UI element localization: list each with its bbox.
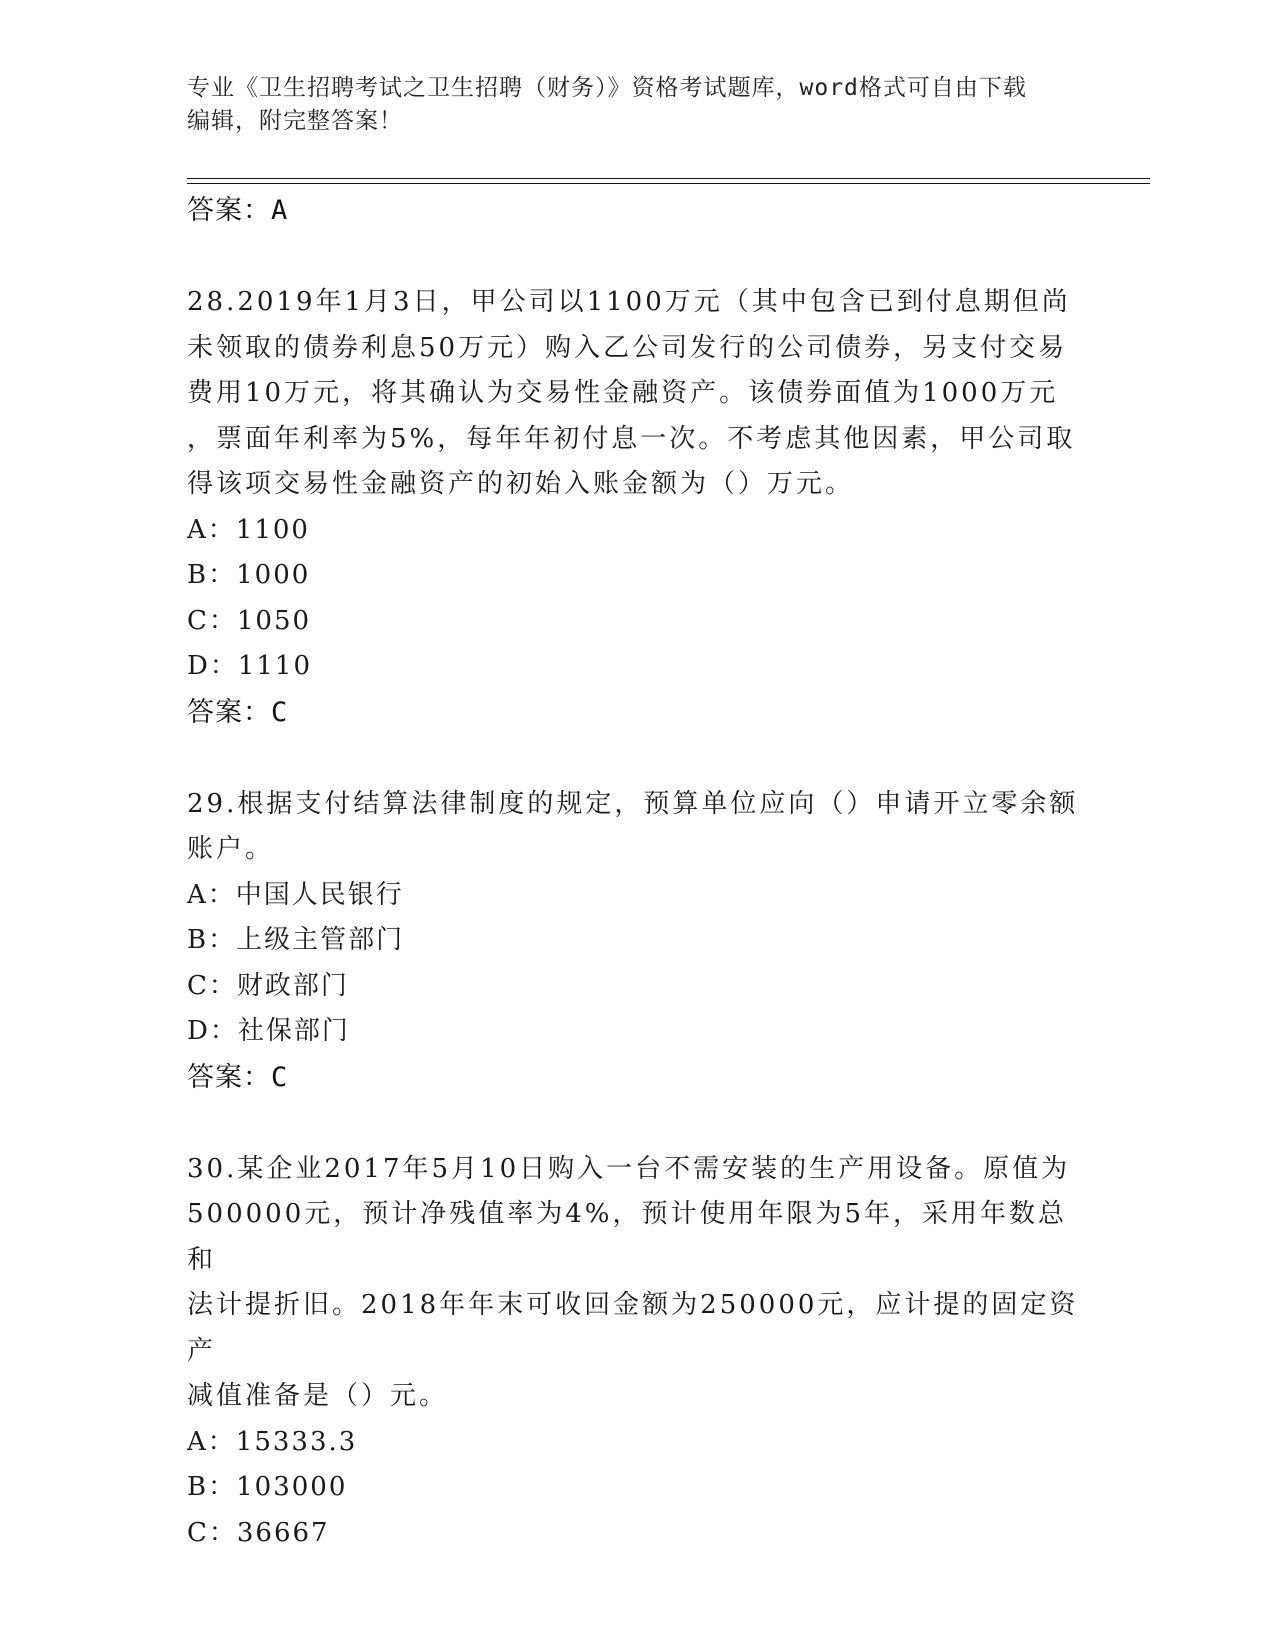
question-block-30 (187, 1147, 1092, 1557)
option-c: C：财政部门 (187, 970, 349, 1001)
option-a: A：15333.3 (187, 1426, 358, 1457)
spacer (187, 1101, 1092, 1147)
answer: 答案：C (187, 696, 289, 728)
option-d: D：1110 (187, 651, 313, 681)
option-c: C：36667 (187, 1517, 330, 1548)
option-c: C：1050 (187, 605, 312, 636)
answer: 答案：C (187, 1061, 289, 1093)
option-b: B：1000 (187, 560, 311, 590)
header-line-2: 编辑，附完整答案！ (187, 108, 403, 134)
question-line: 未领取的债券利息50万元）购入乙公司发行的公司债券，另支付交易 (187, 332, 1068, 363)
question-line: 得该项交易性金融资产的初始入账金额为（）万元。 (187, 469, 855, 499)
option-a: A：中国人民银行 (187, 879, 404, 910)
question-line: 法计提折旧。2018年年末可收回金额为250000元，应计提的固定资产 (187, 1290, 1079, 1366)
question-line: ，票面年利率为5%，每年年初付息一次。不考虑其他因素，甲公司取 (187, 423, 1076, 454)
question-line: 28.2019年1月3日，甲公司以1100万元（其中包含已到付息期但尚 (187, 287, 1071, 317)
option-b: B：103000 (187, 1472, 348, 1502)
question-block-29 (187, 782, 1092, 1101)
spacer (187, 736, 1092, 782)
document-header (187, 72, 1087, 138)
question-line: 费用10万元，将其确认为交易性金融资产。该债券面值为1000万元 (187, 378, 1059, 408)
question-line: 29.根据支付结算法律制度的规定，预算单位应向（）申请开立零余额 (187, 788, 1079, 819)
option-d: D：社保部门 (187, 1016, 350, 1046)
question-block-28 (187, 280, 1092, 736)
header-divider-bottom (187, 183, 1150, 184)
option-b: B：上级主管部门 (187, 925, 405, 955)
header-line-1: 专业《卫生招聘考试之卫生招聘（财务）》资格考试题库，word格式可自由下载 (187, 75, 1027, 101)
question-content (187, 188, 1092, 1556)
option-a: A：1100 (187, 514, 310, 545)
previous-answer: 答案：A (187, 195, 289, 226)
question-line: 账户。 (187, 834, 275, 864)
question-line: 500000元，预计净残值率为4%，预计使用年限为5年，采用年数总和 (187, 1199, 1068, 1275)
header-divider-top (187, 178, 1150, 179)
spacer (187, 234, 1092, 280)
question-line: 30.某企业2017年5月10日购入一台不需安装的生产用设备。原值为 (187, 1153, 1071, 1184)
question-line: 减值准备是（）元。 (187, 1381, 449, 1411)
